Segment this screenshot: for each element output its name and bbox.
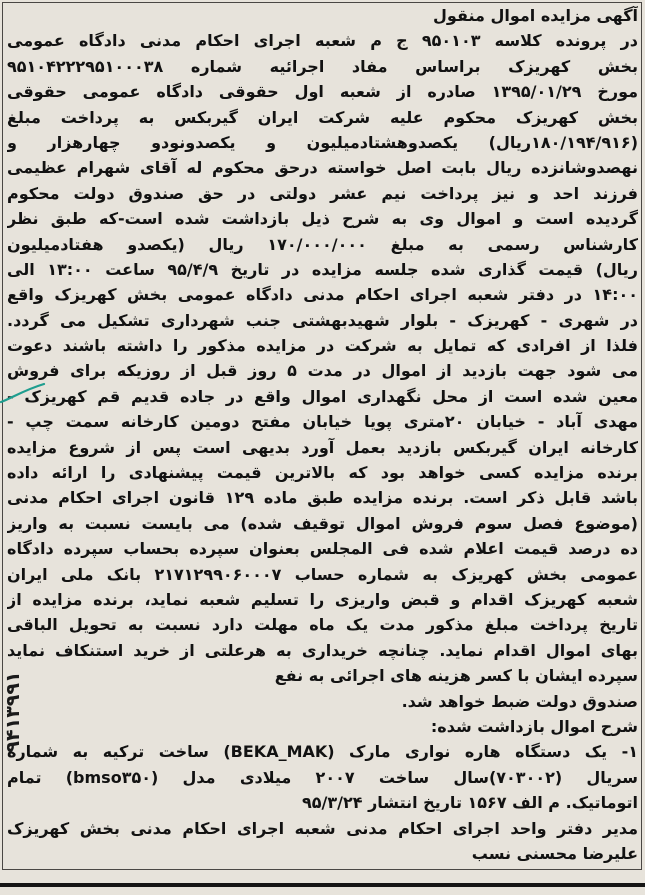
assets-heading: شرح اموال بازداشت شده:: [430, 716, 638, 736]
pen-mark: [0, 372, 50, 412]
notice-body-line: مورخ ۱۳۹۵/۰۱/۲۹ صادره از شعبه اول حقوقی دادگاه عمومی حقوقی: [7, 82, 638, 102]
notice-body-line: تاریخ پرداخت مبلغ مذکور مدت یک ماه مهلت دارد نسبت به تحویل الباقی: [7, 615, 638, 635]
asset-item-line: ۱- یک دستگاه هاره نواری مارک (BEKA_MAK) ساخت ترکیه به شماره: [7, 742, 638, 762]
notice-body-line: بخش کهریزک براساس مفاد اجرائیه شماره ۹۵۱۰۴۲۲۲۹۵۱۰۰۰۳۸: [7, 56, 638, 76]
notice-body-line: کارخانه ایران گیربکس بازدید بعمل آورد بدیهی است پس از شروع مزایده: [7, 437, 638, 457]
bottom-rule: [0, 883, 645, 887]
notice-body-line: ریال) قیمت گذاری شده جلسه مزایده در تاریخ ۹۵/۴/۹ ساعت ۱۳:۰۰ الی: [7, 259, 638, 279]
notice-title: آگهی مزایده اموال منقول: [433, 6, 638, 25]
notice-body-line: باشد قابل ذکر است. برنده مزایده طبق ماده ۱۲۹ قانون اجرای احکام مدنی: [7, 488, 638, 508]
notice-body-line: مهدی آباد - خیابان ۲۰متری پویا خیابان مفتح دومین کارخانه سمت چپ -: [7, 412, 638, 432]
notice-body-line: (موضوع فصل سوم فروش اموال توقیف شده) می بایست نسبت به واریز: [7, 513, 638, 533]
signatory-name: علیرضا محسنی نسب: [471, 843, 638, 863]
asset-item-line: اتوماتیک. م الف ۱۵۶۷ تاریخ انتشار ۹۵/۳/۲۴: [302, 793, 638, 813]
auction-notice: [7, 3, 638, 866]
notice-body-line: (۱۸۰/۱۹۴/۹۱۶ریال) یکصدوهشتادمیلیون و یکصدونودو چهارهزار و: [7, 132, 638, 152]
notice-body-line: در شهری - کهریزک - بلوار شهیدبهشتی جنب شهرداری تشکیل می گردد.: [7, 310, 638, 330]
asset-item-line: سریال (۷۰۳۰۰۲)سال ساخت ۲۰۰۷ میلادی مدل (bmso۳۵۰) تمام: [7, 767, 638, 787]
notice-body-line: کارشناس رسمی به مبلغ ۱۷۰/۰۰۰/۰۰۰ ریال (یکصدو هفتادمیلیون: [7, 234, 638, 254]
notice-body-line: در پرونده کلاسه ۹۵۰۱۰۳ ج م شعبه اجرای احکام مدنی دادگاه عمومی: [7, 31, 638, 51]
notice-body-line: بخش کهریزک محکوم علیه شرکت ایران گیربکس به پرداخت مبلغ: [7, 107, 638, 127]
notice-body-line: بهای اموال اقدام نماید. چنانچه خریداری به هرعلتی از خرید استنکاف نماید: [7, 640, 638, 660]
notice-body-line: ۱۴:۰۰ در دفتر شعبه اجرای احکام مدنی دادگاه عمومی بخش کهریزک واقع: [7, 285, 638, 305]
notice-body-line: عمومی بخش کهریزک به شماره حساب ۲۱۷۱۲۹۹۰۶۰۰۰۷ بانک ملی ایران: [7, 564, 638, 584]
notice-body-line: سپرده ایشان با کسر هزینه های اجرائی به نفع: [274, 666, 638, 686]
notice-body-line: فلذا از افرادی که تمایل به شرکت در مزایده مذکور را داشته باشند دعوت: [7, 336, 638, 356]
notice-body-line: صندوق دولت ضبط خواهد شد.: [401, 691, 638, 711]
notice-body-line: گردیده است و اموال وی به شرح ذیل بازداشت شده است-که طبق نظر: [7, 209, 638, 229]
notice-body-line: معین شده است از محل نگهداری اموال واقع در جاده قدیم قم کهریزک -: [7, 386, 638, 406]
margin-stamp-number: ۹۴۱۳۹۹۱: [2, 671, 24, 753]
notice-body-line: برنده مزایده کسی خواهد بود که بالاترین قیمت پیشنهادی را ارائه داده: [7, 463, 638, 483]
notice-body-line: نهصدوشانزده ریال بابت اصل خواسته درحق محکوم له آقای شهرام عظیمی: [7, 158, 638, 178]
notice-body-line: فرزند احد و نیز پرداخت نیم عشر دولتی در حق صندوق دولت محکوم: [7, 183, 638, 203]
notice-body-line: شعبه کهریزک اقدام و قبض واریزی را تسلیم شعبه نماید، برنده مزایده از: [7, 589, 638, 609]
notice-body-line: ده درصد قیمت اعلام شده فی المجلس بعنوان سپرده بحساب سپرده دادگاه: [7, 539, 638, 559]
signatory-office: مدیر دفتر واحد اجرای احکام مدنی شعبه اجرای احکام مدنی بخش کهریزک: [7, 818, 638, 838]
notice-body-line: می شود جهت بازدید از اموال در مدت ۵ روز قبل از روزیکه برای فروش: [7, 361, 638, 381]
